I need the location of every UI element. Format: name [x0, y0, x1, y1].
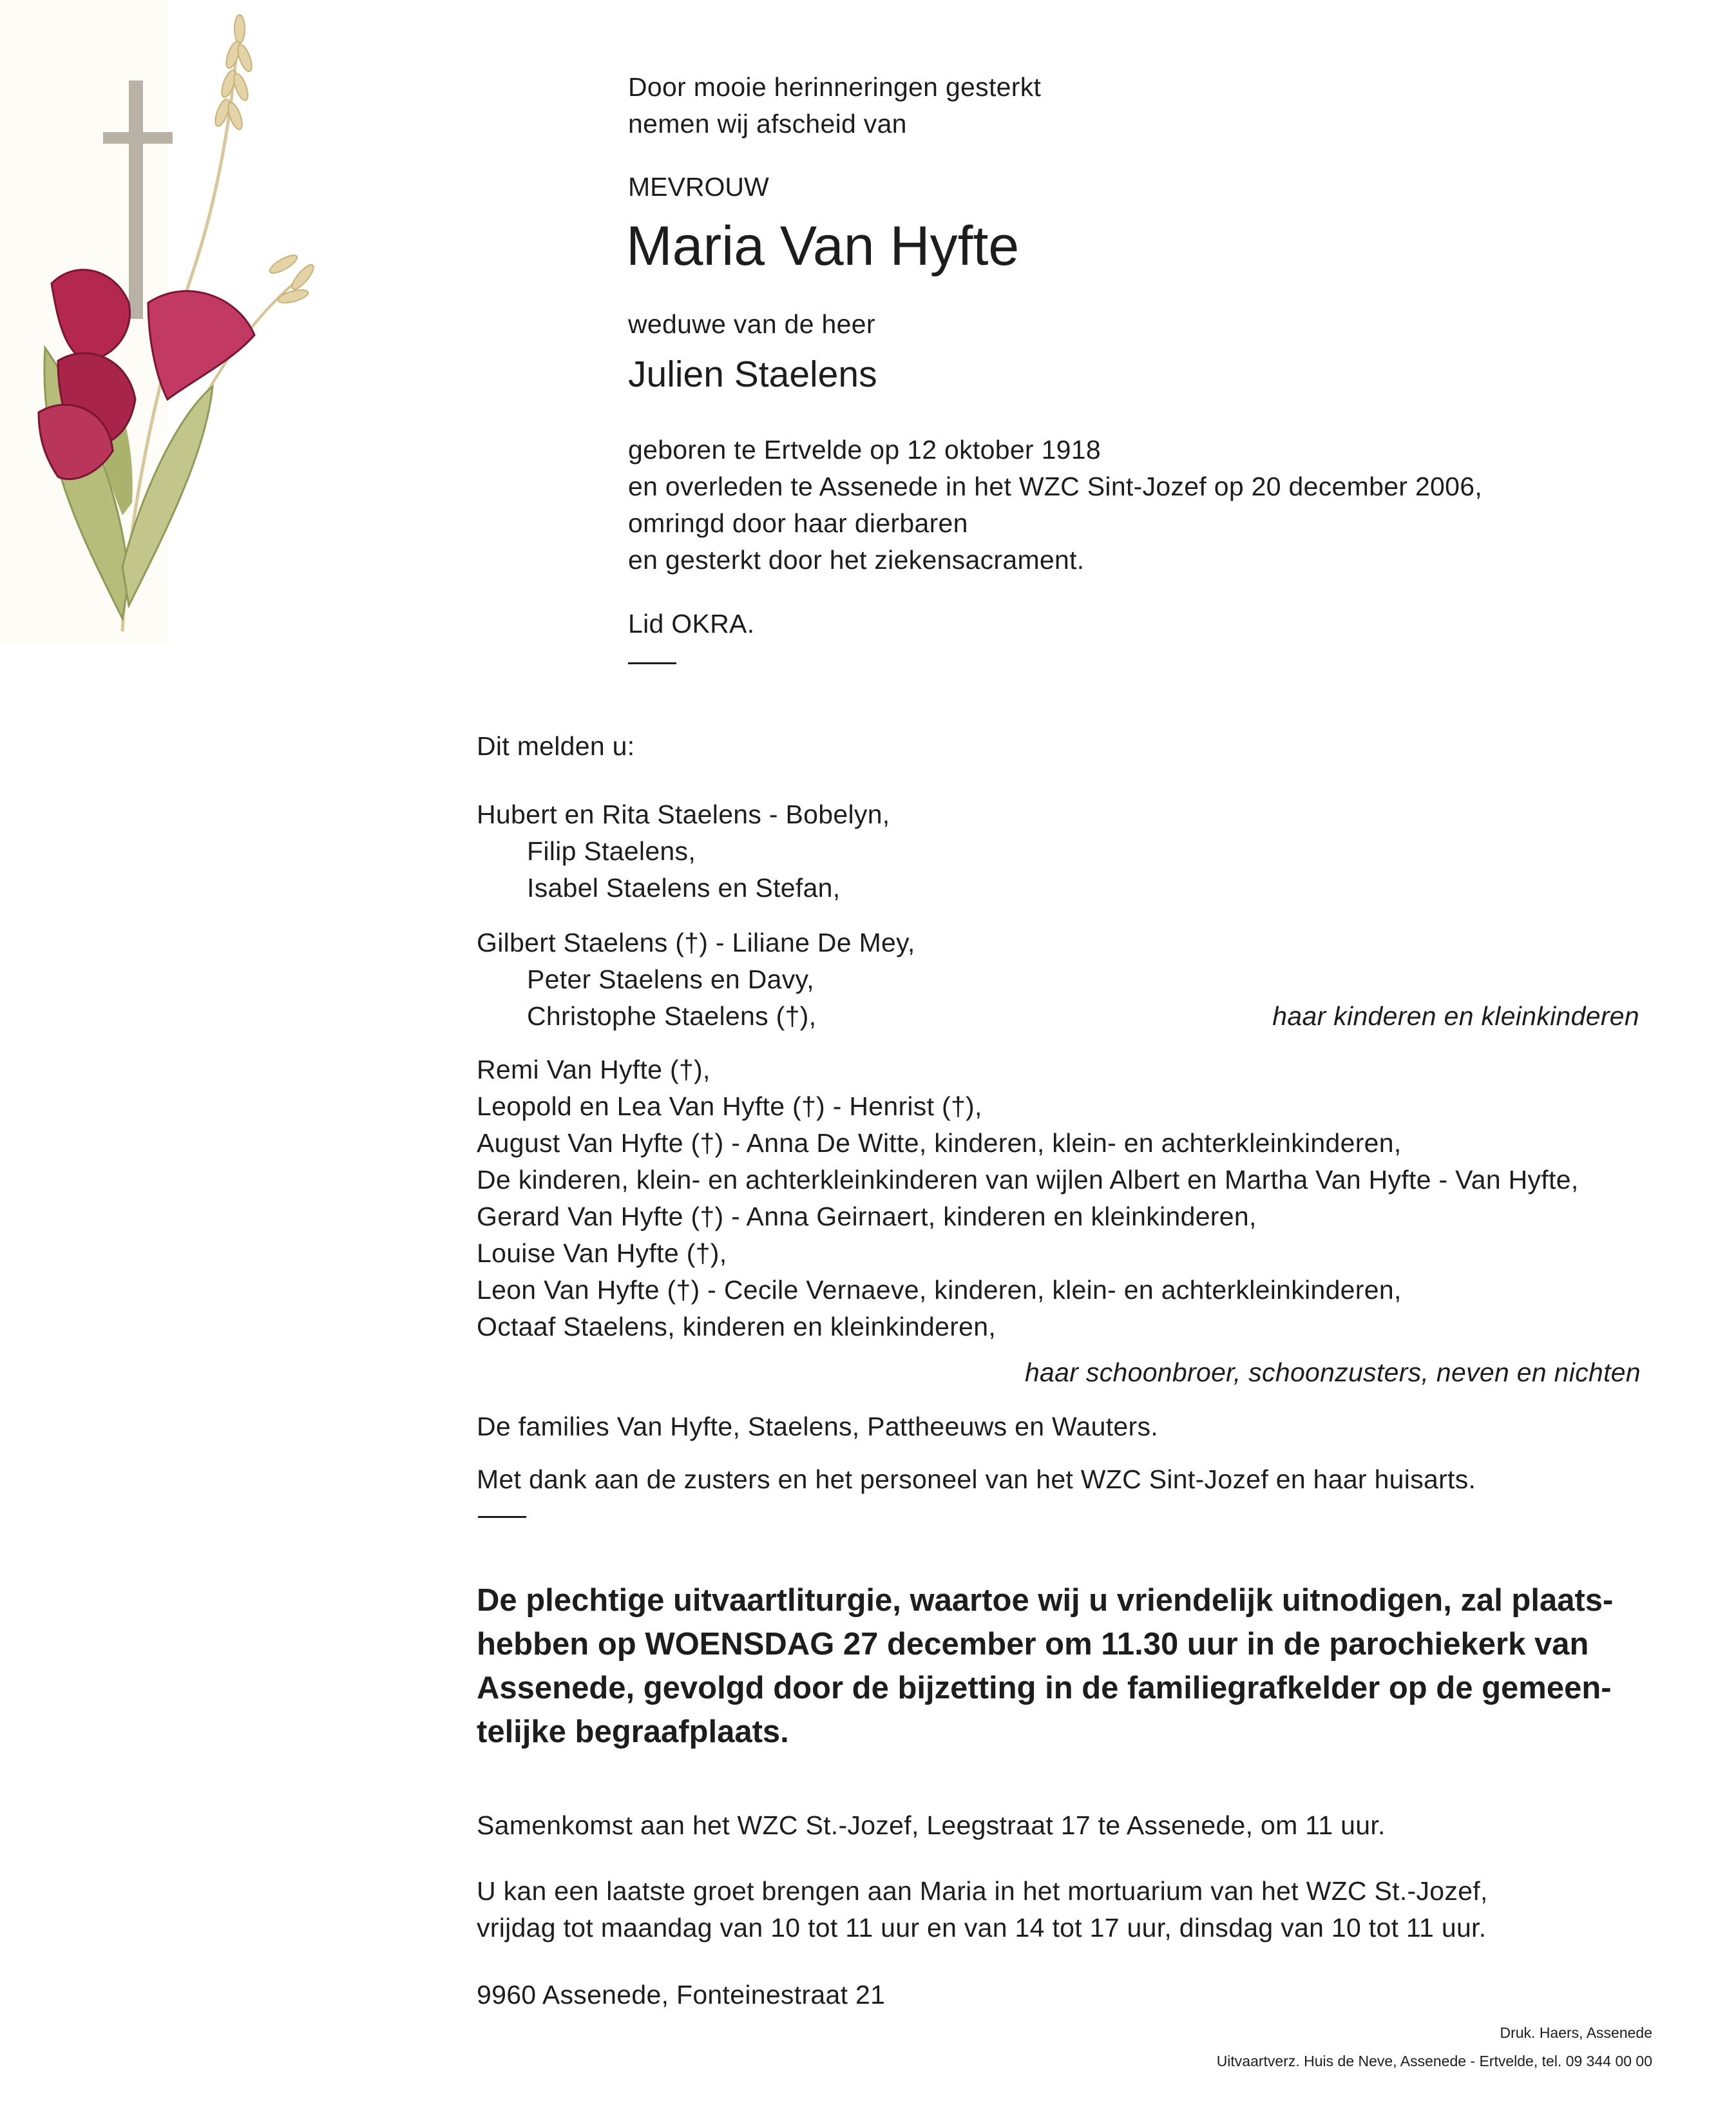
intro-text — [628, 69, 1041, 142]
divider — [628, 662, 676, 664]
title-prefix: MEVROUW — [628, 172, 769, 202]
family-group-3 — [477, 1051, 1579, 1345]
ceremony-line: telijke begraafplaats. — [477, 1714, 789, 1749]
lily-cross-icon — [0, 0, 335, 644]
family-line: Christophe Staelens (†), — [527, 1001, 817, 1031]
life-line: en overleden te Assenede in het WZC Sint-Jozef op 20 december 2006, — [628, 472, 1483, 501]
family-line: Octaaf Staelens, kinderen en kleinkinderen, — [477, 1312, 997, 1341]
announce-intro: Dit melden u: — [477, 731, 635, 761]
gathering-line: Samenkomst aan het WZC St.-Jozef, Leegstraat 17 te Assenede, om 11 uur. — [477, 1810, 1386, 1840]
life-line: en gesterkt door het ziekensacrament. — [628, 545, 1085, 575]
group-label-inlaws: haar schoonbroer, schoonzusters, neven en nichten — [1024, 1357, 1641, 1387]
thanks-line: Met dank aan de zusters en het personeel van het WZC Sint-Jozef en haar huisarts. — [477, 1464, 1476, 1494]
ceremony-line: Assenede, gevolgd door de bijzetting in de familiegrafkelder op de gemeen- — [477, 1671, 1612, 1705]
family-line: Remi Van Hyfte (†), — [477, 1055, 711, 1084]
spouse-name: Julien Staelens — [628, 354, 877, 395]
family-line: Gerard Van Hyfte (†) - Anna Geirnaert, kinderen en kleinkinderen, — [477, 1202, 1257, 1231]
family-group-1 — [477, 796, 890, 907]
membership: Lid OKRA. — [628, 609, 755, 638]
intro-line: nemen wij afscheid van — [628, 109, 907, 139]
divider — [478, 1516, 526, 1518]
undertaker-imprint: Uitvaartverz. Huis de Neve, Assenede - Ertvelde, tel. 09 344 00 00 — [1216, 2053, 1652, 2069]
printer-imprint: Druk. Haers, Assenede — [1500, 2024, 1652, 2041]
life-line: geboren te Ertvelde op 12 oktober 1918 — [628, 435, 1101, 465]
group-label-children: haar kinderen en kleinkinderen — [1272, 1001, 1639, 1031]
family-line: Peter Staelens en Davy, — [527, 964, 814, 994]
ceremony-text — [477, 1578, 1613, 1754]
family-line: Filip Staelens, — [527, 836, 696, 866]
family-line: Hubert en Rita Staelens - Bobelyn, — [477, 800, 890, 829]
intro-line: Door mooie herinneringen gesterkt — [628, 72, 1042, 102]
family-line: Gilbert Staelens (†) - Liliane De Mey, — [477, 928, 915, 957]
family-line: Isabel Staelens en Stefan, — [527, 873, 841, 903]
family-line: August Van Hyfte (†) - Anna De Witte, kinderen, klein- en achterkleinkinderen, — [477, 1128, 1402, 1158]
visit-line: U kan een laatste groet brengen aan Maria in het mortuarium van het WZC St.-Jozef, — [477, 1876, 1488, 1906]
life-details — [628, 432, 1482, 579]
families-line: De families Van Hyfte, Staelens, Pattheeuws en Wauters. — [477, 1412, 1158, 1441]
address-line: 9960 Assenede, Fonteinestraat 21 — [477, 1980, 886, 2010]
ceremony-line: hebben op WOENSDAG 27 december om 11.30 uur in de parochiekerk van — [477, 1627, 1589, 1662]
family-line: Louise Van Hyfte (†), — [477, 1238, 727, 1268]
family-group-2 — [477, 925, 915, 1035]
family-line: Leon Van Hyfte (†) - Cecile Vernaeve, kinderen, klein- en achterkleinkinderen, — [477, 1275, 1402, 1305]
life-line: omringd door haar dierbaren — [628, 508, 968, 538]
visit-text — [477, 1873, 1488, 1946]
family-line: Leopold en Lea Van Hyfte (†) - Henrist (†), — [477, 1091, 982, 1121]
family-line: De kinderen, klein- en achterkleinkinderen van wijlen Albert en Martha Van Hyfte - Van Hyfte, — [477, 1165, 1579, 1194]
ceremony-line: De plechtige uitvaartliturgie, waartoe wij u vriendelijk uitnodigen, zal plaats- — [477, 1583, 1614, 1618]
deceased-name: Maria Van Hyfte — [626, 215, 1020, 277]
visit-line: vrijdag tot maandag van 10 tot 11 uur en van 14 tot 17 uur, dinsdag van 10 tot 11 uur. — [477, 1913, 1487, 1943]
widow-of: weduwe van de heer — [628, 309, 875, 339]
